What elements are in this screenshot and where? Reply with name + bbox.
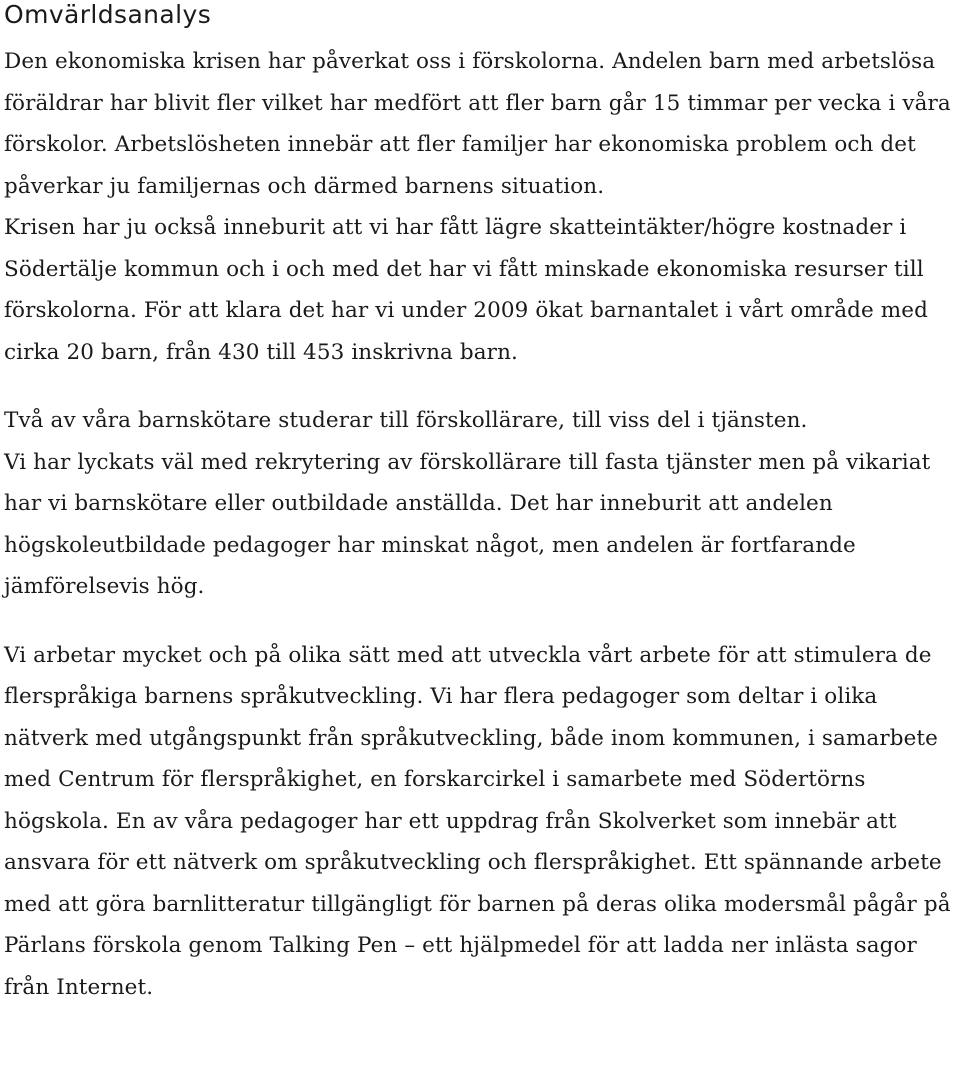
paragraph-recruitment: Vi har lyckats väl med rekrytering av förskollärare till fasta tjänster men på vikariat har vi barnskötare eller outbildade anställda. Det har inneburit att andelen högskoleutbildade pedagoger har minskat något, men andelen är fortfarande jämförelsevis hög. (4, 449, 931, 599)
paragraph-language-development: Vi arbetar mycket och på olika sätt med att utveckla vårt arbete för att stimulera de flerspråkiga barnens språkutveckling. Vi har flera pedagoger som deltar i olika nätverk med utgångspunkt från språkutveckling, både inom kommunen, i samarbete med Centrum för flerspråkighet, en forskarcirkel i samarbete med Södertörns högskola. En av våra pedagoger har ett uppdrag från Skolverket som innebär att ansvara för ett nätverk om språkutveckling och flerspråkighet. Ett spännande arbete med att göra barnlitteratur tillgängligt för barnen på deras olika modersmål pågår på Pärlans förskola genom Talking Pen – ett hjälpmedel för att ladda ner inlästa sagor från Internet. (4, 642, 951, 1000)
paragraph-tax-revenue: Krisen har ju också inneburit att vi har fått lägre skatteintäkter/högre kostnader i Södertälje kommun och i och med det har vi fått minskade ekonomiska resurser till förskolorna. För att klara det har vi under 2009 ökat barnantalet i vårt område med cirka 20 barn, från 430 till 453 inskrivna barn. (4, 215, 928, 365)
paragraph-staff-studies: Två av våra barnskötare studerar till förskollärare, till viss del i tjänsten. (4, 408, 808, 433)
paragraph-economic-crisis: Den ekonomiska krisen har påverkat oss i förskolorna. Andelen barn med arbetslösa föräldrar har blivit fler vilket har medfört att fler barn går 15 timmar per vecka i våra förskolor. Arbetslösheten innebär att fler familjer har ekonomiska problem och det påverkar ju familjernas och därmed barnens situation. (4, 49, 951, 199)
page-title: Omvärldsanalys (4, 0, 212, 29)
document-page (4, 0, 956, 1008)
